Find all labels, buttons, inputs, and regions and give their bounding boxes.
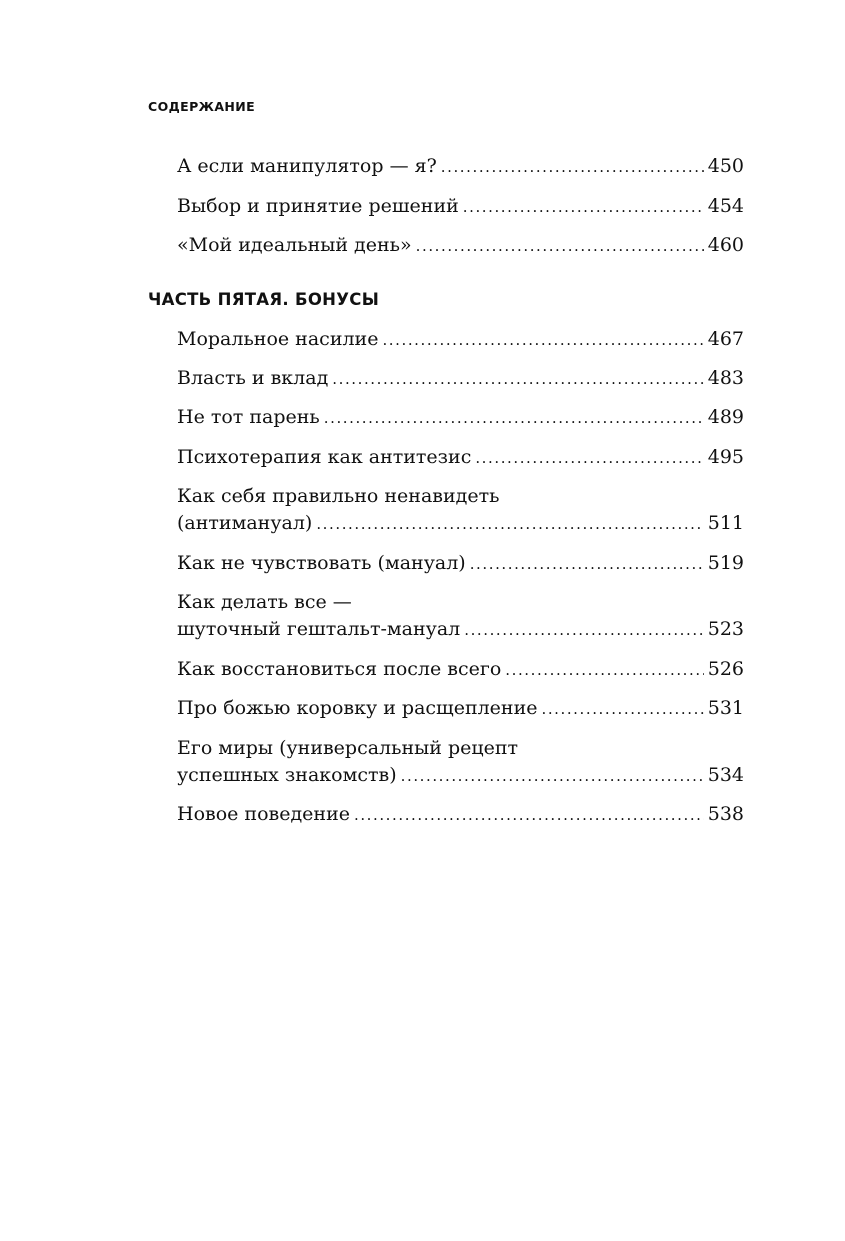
- toc-entry-page: 495: [707, 446, 744, 468]
- dot-leader: [475, 445, 703, 472]
- toc-entry-line: [177, 365, 744, 393]
- toc-entry-title: Как восстановиться после всего: [177, 658, 502, 680]
- toc-entry-title: Власть и вклад: [177, 367, 329, 389]
- toc-entry-line: [177, 483, 744, 510]
- toc-entry-line: [177, 444, 744, 472]
- toc-entry: [177, 444, 744, 472]
- toc-entry-line: [177, 656, 744, 684]
- toc-entry-line: [177, 762, 744, 790]
- toc-entry-line: [177, 510, 744, 538]
- toc-entry-title: Про божью коровку и расщепление: [177, 697, 538, 719]
- toc-entry-title: Не тот парень: [177, 406, 320, 428]
- toc-entry-title: Как делать все —: [177, 591, 352, 613]
- toc-entry: [177, 153, 744, 181]
- toc-entry: [177, 656, 744, 684]
- toc-entry: [177, 695, 744, 723]
- toc-entry-title: Новое поведение: [177, 803, 350, 825]
- toc-entry-page: 460: [707, 234, 744, 256]
- toc-entry-title: Моральное насилие: [177, 328, 379, 350]
- toc-entry: [177, 550, 744, 578]
- toc-entry: [177, 589, 744, 644]
- toc-entry-page: 454: [707, 195, 744, 217]
- toc-entry-page: 519: [707, 552, 744, 574]
- toc-entry-line: [177, 589, 744, 616]
- toc-entry: [177, 365, 744, 393]
- dot-leader: [542, 696, 704, 723]
- dot-leader: [470, 551, 704, 578]
- toc-entry-line: [177, 735, 744, 762]
- toc-entry-title: Как не чувствовать (мануал): [177, 552, 466, 574]
- toc-entry-title: Психотерапия как антитезис: [177, 446, 472, 468]
- dot-leader: [416, 233, 704, 260]
- toc-entry-line: [177, 153, 744, 181]
- toc-entry-line: [177, 232, 744, 260]
- running-head: СОДЕРЖАНИЕ: [148, 99, 256, 114]
- toc-entry-page: 483: [707, 367, 744, 389]
- toc-entry: [177, 232, 744, 260]
- dot-leader: [463, 194, 704, 221]
- toc-entry-page: 531: [707, 697, 744, 719]
- toc-entry-page: 511: [707, 512, 744, 534]
- toc-entry-page: 538: [707, 803, 744, 825]
- toc-entry-line: [177, 326, 744, 354]
- toc-entry: [177, 483, 744, 538]
- dot-leader: [316, 511, 703, 538]
- toc-entry: [177, 404, 744, 432]
- toc-entry-page: 534: [707, 764, 744, 786]
- toc-entry-page: 467: [707, 328, 744, 350]
- section-title: ЧАСТЬ ПЯТАЯ. БОНУСЫ: [148, 290, 380, 309]
- toc-entry-title: шуточный гештальт-мануал: [177, 618, 461, 640]
- dot-leader: [324, 405, 704, 432]
- toc-entry: [177, 735, 744, 790]
- toc-entry-page: 526: [707, 658, 744, 680]
- toc-entry-title: (антимануал): [177, 512, 313, 534]
- dot-leader: [382, 327, 703, 354]
- toc-entry-title: Выбор и принятие решений: [177, 195, 459, 217]
- toc-entry: [177, 193, 744, 221]
- toc-entry-line: [177, 550, 744, 578]
- dot-leader: [441, 154, 704, 181]
- dot-leader: [401, 763, 704, 790]
- toc-entry-page: 489: [707, 406, 744, 428]
- toc-entry-title: Как себя правильно ненавидеть: [177, 485, 500, 507]
- dot-leader: [354, 802, 704, 829]
- toc-entry: [177, 801, 744, 829]
- toc-entry-line: [177, 695, 744, 723]
- dot-leader: [505, 657, 703, 684]
- toc-entry-page: 523: [707, 618, 744, 640]
- toc-entry-title: А если манипулятор — я?: [177, 155, 437, 177]
- toc-entry-title: успешных знакомств): [177, 764, 397, 786]
- toc-entry: [177, 326, 744, 354]
- toc-entry-line: [177, 404, 744, 432]
- toc-entry-title: «Мой идеальный день»: [177, 234, 412, 256]
- toc-entry-line: [177, 193, 744, 221]
- toc-entry-page: 450: [707, 155, 744, 177]
- toc-entry-line: [177, 616, 744, 644]
- dot-leader: [464, 617, 703, 644]
- toc-entry-title: Его миры (универсальный рецепт: [177, 737, 519, 759]
- toc-entry-line: [177, 801, 744, 829]
- dot-leader: [332, 366, 703, 393]
